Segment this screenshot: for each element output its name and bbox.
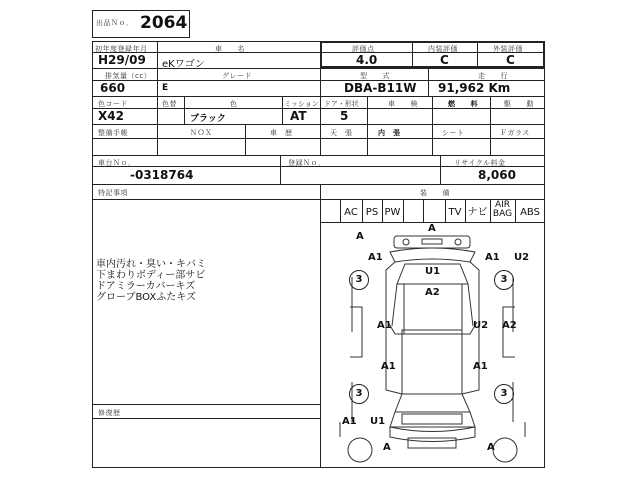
equip-airbag: AIR BAG (492, 200, 513, 219)
equip-ps: PS (365, 207, 379, 218)
displacement: 660 (100, 81, 126, 95)
first-registration: H29/09 (98, 53, 146, 67)
car-diagram (320, 222, 545, 468)
damage-right-front-door-u: U2 (473, 320, 489, 331)
notes-list (96, 259, 206, 303)
note-line: グローブBOXふたキズ (96, 292, 197, 303)
damage-roof-a: A2 (425, 287, 440, 298)
damage-right-front-door-a: A2 (502, 320, 517, 331)
equip-ac: AC (344, 207, 358, 218)
interior-grade: C (440, 53, 449, 67)
damage-left-rear-door: A1 (381, 361, 396, 372)
color: ブラック (190, 114, 226, 124)
grade: E (162, 83, 169, 93)
damage-right-front-wheel: 3 (494, 270, 514, 290)
damage-left-front-wheel: 3 (349, 270, 369, 290)
recycle-fee: 8,060 (478, 168, 516, 182)
equip-navi: ナビ (467, 207, 488, 218)
mileage: 91,962 Km (438, 81, 511, 95)
damage-rear-bumper-left: A (383, 442, 391, 453)
damage-left-front-fender: A1 (368, 252, 383, 263)
damage-right-front-fender-a: A1 (485, 252, 500, 263)
transmission: AT (290, 109, 307, 123)
car-name: eKワゴン (162, 59, 205, 70)
note-line: ドアミラーカバーキズ (96, 281, 196, 292)
damage-rear-bumper-right: A (487, 442, 495, 453)
equip-abs: ABS (520, 207, 540, 218)
exterior-grade: C (506, 53, 515, 67)
damage-left-front-door: A1 (377, 320, 392, 331)
door-count: 5 (340, 109, 349, 123)
damage-front-lip: A (428, 223, 436, 234)
lot-number-label: 出品Ｎｏ． (96, 19, 134, 27)
model-code: DBA-B11W (344, 81, 417, 95)
lot-number: 2064 (140, 13, 188, 33)
damage-roof-u: U1 (425, 266, 441, 277)
equip-pw: PW (384, 207, 401, 218)
damage-right-rear-door: A1 (473, 361, 488, 372)
score: 4.0 (356, 53, 378, 67)
damage-front-bumper: A (356, 231, 364, 242)
equip-tv: TV (448, 207, 462, 218)
damage-rear-left-a: A1 (342, 416, 357, 427)
color-code: X42 (98, 109, 124, 123)
damage-rear-left-u: U1 (370, 416, 386, 427)
note-line: 車内汚れ・臭い・キバミ (96, 259, 206, 270)
damage-right-front-fender-u: U2 (514, 252, 530, 263)
note-line: 下まわりボディー部サビ (96, 270, 206, 281)
damage-left-rear-wheel: 3 (349, 384, 369, 404)
chassis-number: -0318764 (130, 168, 194, 182)
damage-right-rear-wheel: 3 (494, 384, 514, 404)
